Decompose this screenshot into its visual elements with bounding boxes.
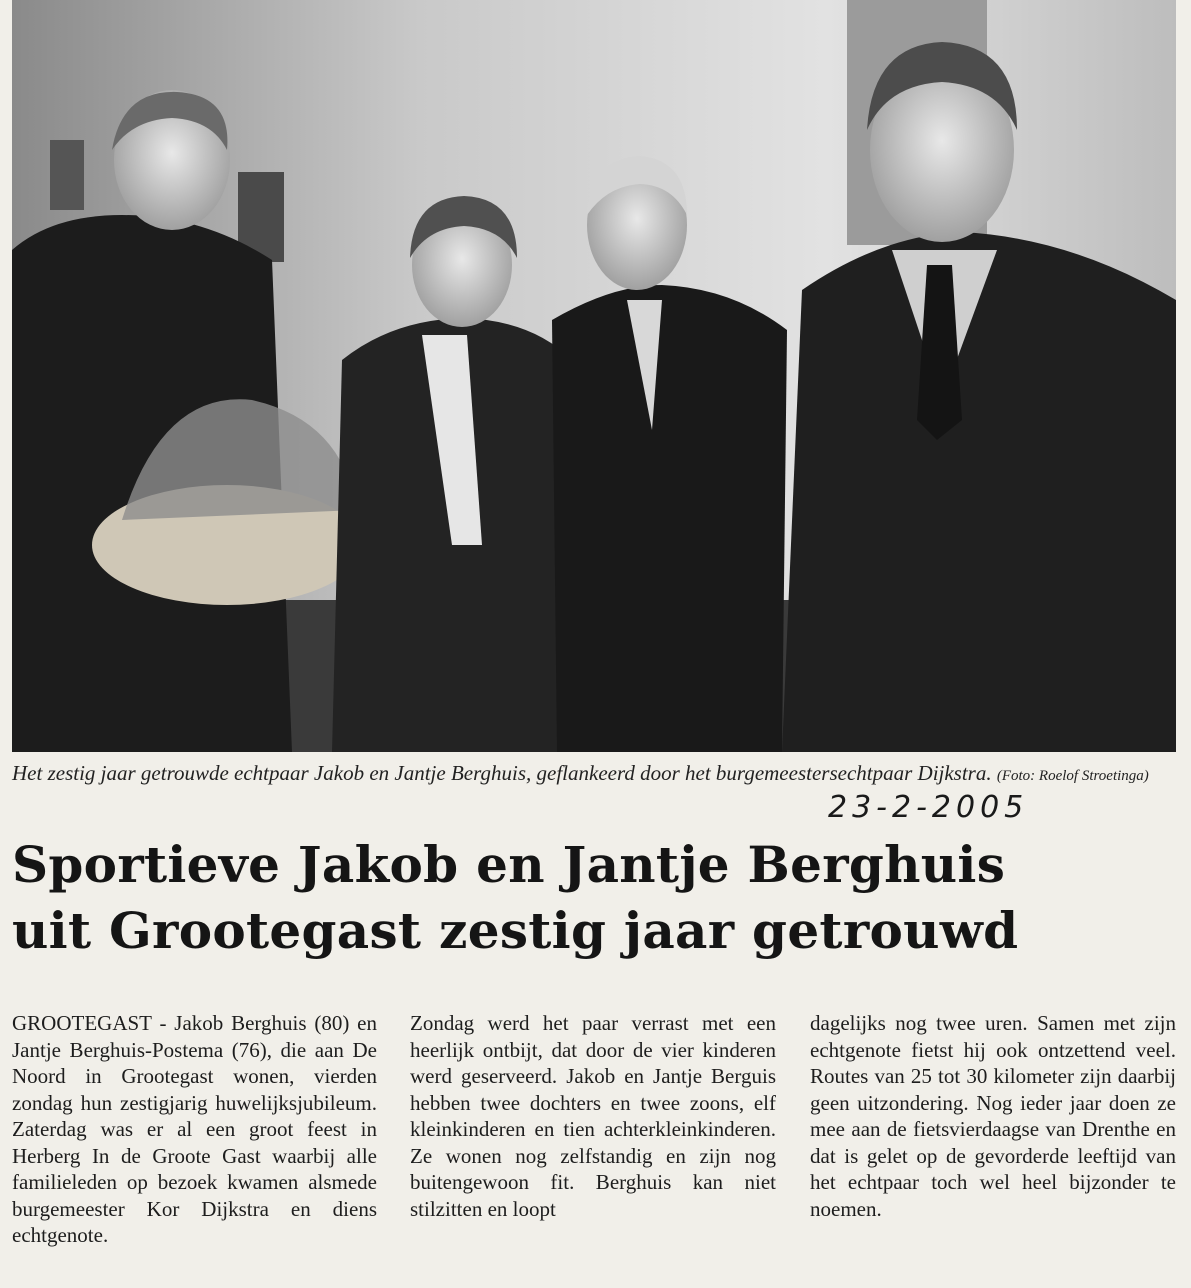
caption-text: Het zestig jaar getrouwde echtpaar Jakob en Jantje Berghuis, geflankeerd door het burgemeestersechtpaar Dijkstra. bbox=[12, 761, 992, 785]
headline bbox=[12, 832, 1182, 964]
couple-photo-image bbox=[12, 0, 1176, 752]
photo-caption bbox=[12, 760, 1176, 790]
article-column-3: dagelijks nog twee uren. Samen met zijn echtgenote fietst hij ook ontzettend veel. Routes van 25 tot 30 kilometer zijn daarbij geen uitzondering. Nog ieder jaar doen ze mee aan de fietsvierdaagse van Drenthe en dat is gelet op de gevorderde leeftijd van het echtpaar toch wel heel bijzonder te noemen. bbox=[810, 1011, 1176, 1221]
article-column-1: GROOTEGAST - Jakob Berghuis (80) en Jantje Berghuis-Postema (76), die aan De Noord in Grootegast wonen, vierden zondag hun zestigjarig huwelijksjubileum. Zaterdag was er al een groot feest in Herberg In de Groote Gast waarbij alle familieleden op bezoek kwamen alsmede burgemeester Kor Dijkstra en diens echtgenote. bbox=[12, 1011, 377, 1247]
photo-credit: (Foto: Roelof Stroetinga) bbox=[996, 768, 1149, 784]
handwritten-date: 23-2-2005 bbox=[828, 790, 1029, 825]
headline-line-1: Sportieve Jakob en Jantje Berghuis bbox=[12, 835, 1006, 894]
headline-line-2: uit Grootegast zestig jaar getrouwd bbox=[12, 901, 1019, 960]
news-photo bbox=[12, 0, 1176, 752]
article-column-2: Zondag werd het paar verrast met een heerlijk ontbijt, dat door de vier kinderen werd geserveerd. Jakob en Jantje Berguis hebben twee dochters en twee zoons, elf kleinkinderen en tien achterkleinkinderen. Ze wonen nog zelfstandig en zijn nog buitengewoon fit. Berghuis kan niet stilzitten en loopt bbox=[410, 1011, 776, 1221]
